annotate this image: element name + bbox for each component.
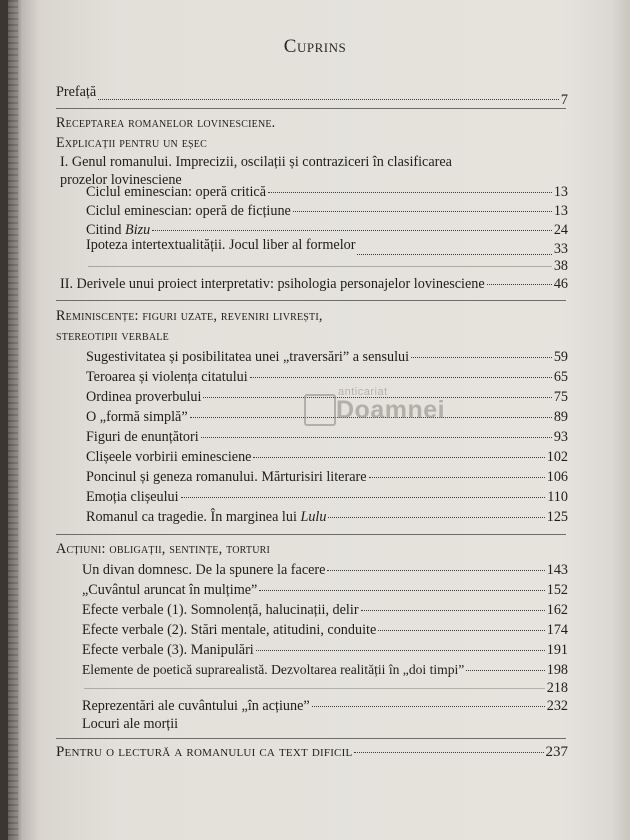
toc-label: Ipoteza intertextualității. Jocul liber al formelor [86, 237, 356, 253]
toc-entry [86, 258, 568, 278]
dot-leader [328, 517, 544, 518]
toc-entry [82, 698, 568, 718]
toc-page: 65 [553, 369, 568, 385]
dot-leader [201, 437, 552, 438]
dot-leader [354, 752, 543, 753]
dot-leader [98, 99, 559, 100]
dot-leader [268, 192, 552, 193]
dot-leader [466, 670, 544, 671]
toc-page: 59 [553, 349, 568, 365]
watermark [300, 384, 446, 434]
toc-label: Teroarea și violența citatului [86, 369, 248, 385]
toc-label: „Cuvântul aruncat în mulțime” [82, 582, 258, 598]
toc-label: Efecte verbale (2). Stări mentale, atitudini, conduite [82, 622, 377, 638]
dot-leader [411, 357, 552, 358]
toc-label: Ciclul eminescian: operă critică [86, 184, 267, 200]
toc-page: 152 [546, 582, 568, 598]
toc-page: 174 [546, 622, 568, 638]
toc-label: II. Derivele unui proiect interpretativ: psihologia personajelor lovinesciene [60, 276, 485, 292]
toc-page: 13 [553, 203, 568, 219]
toc-page: 7 [560, 92, 568, 108]
toc-entry [60, 276, 568, 296]
toc-subheading: I. Genul romanului. Imprecizii, oscilații și contraziceri în clasificarea [60, 154, 452, 170]
toc-label-text: Citind [86, 222, 126, 238]
dot-leader [259, 590, 544, 591]
divider [56, 738, 566, 739]
toc-entry [82, 602, 568, 622]
toc-entry [82, 642, 568, 662]
dot-leader [312, 706, 545, 707]
toc-page: 33 [553, 241, 568, 257]
toc-label: O „formă simplă” [86, 409, 188, 425]
toc-label: Elemente de poetică suprarealistă. Dezvoltarea realității în „doi timpi” [82, 662, 465, 677]
toc-entry [82, 582, 568, 602]
toc-entry-prefata [56, 84, 568, 108]
dot-leader [88, 266, 552, 267]
watermark-line1: anticariat [338, 386, 388, 398]
dot-leader [253, 457, 544, 458]
dot-leader [250, 377, 552, 378]
toc-page: 89 [553, 409, 568, 425]
toc-page: 198 [546, 662, 568, 678]
toc-label: Poncinul și geneza romanului. Mărturisiri literare [86, 469, 367, 485]
toc-entry [86, 349, 568, 369]
section-heading: Acțiuni: obligații, sentințe, torturi [56, 541, 271, 557]
toc-page: 46 [553, 276, 568, 292]
dot-leader [152, 230, 552, 231]
toc-page: 110 [547, 489, 568, 505]
toc-label-italic: Bizu [125, 222, 151, 238]
toc-page: 143 [546, 562, 568, 578]
toc-entry [82, 622, 568, 642]
toc-entry [86, 203, 568, 223]
toc-subheading: prozelor lovinesciene [60, 172, 182, 188]
section-heading: stereotipii verbale [56, 328, 169, 344]
dot-leader [256, 650, 545, 651]
dot-leader [487, 284, 552, 285]
toc-label: Clișeele vorbirii eminesciene [86, 449, 252, 465]
dot-leader [369, 477, 545, 478]
dot-leader [357, 254, 551, 255]
section-heading: Reminiscențe: figuri uzate, reveniri livrești, [56, 308, 323, 324]
toc-label-italic: Lulu [300, 509, 327, 525]
toc-entry [86, 509, 568, 529]
toc-label: Pentru o lectură a romanului ca text dificil [56, 744, 353, 760]
toc-label-text: Romanul ca tragedie. În marginea lui [86, 509, 301, 525]
toc-page: 38 [553, 258, 568, 274]
toc-page: 106 [546, 469, 568, 485]
toc-label: Ordinea proverbului [86, 389, 202, 405]
dot-leader [361, 610, 545, 611]
section-heading: Receptarea romanelor lovinesciene. [56, 115, 276, 131]
toc-label: Figuri de enunțători [86, 429, 199, 445]
toc-page: 237 [545, 744, 568, 760]
toc-page: 162 [546, 602, 568, 618]
toc-entry: Locuri ale morții [82, 716, 179, 732]
toc-label [86, 509, 326, 526]
divider [56, 534, 566, 535]
toc-label: Sugestivitatea și posibilitatea unei „traversări” a sensului [86, 349, 410, 365]
toc-entry [86, 469, 568, 489]
toc-label: Reprezentări ale cuvântului „în acțiune” [82, 698, 310, 714]
toc-page: 13 [553, 184, 568, 200]
section-heading: Explicații pentru un eșec [56, 135, 207, 151]
toc-entry [86, 184, 568, 204]
toc-label: Emoția clișeului [86, 489, 179, 505]
bookshop-logo-icon [304, 394, 336, 426]
toc-page: 75 [553, 389, 568, 405]
toc-page: 93 [553, 429, 568, 445]
toc-label: Prefață [56, 84, 97, 100]
toc-page: 24 [553, 222, 568, 238]
page-title: Cuprins [283, 36, 347, 57]
watermark-line2: Doamnei [336, 396, 446, 424]
divider [56, 108, 566, 109]
toc-entry [82, 680, 568, 700]
dot-leader [181, 497, 546, 498]
toc-label: Ciclul eminescian: operă de ficțiune [86, 203, 291, 219]
divider [56, 300, 566, 301]
toc-page: 218 [546, 680, 568, 696]
toc-label: Un divan domnesc. De la spunere la facere [82, 562, 326, 578]
toc-entry-final [56, 744, 568, 766]
toc-entry [82, 662, 568, 682]
toc-entry [86, 489, 568, 509]
toc-entry [82, 562, 568, 582]
toc-page: 102 [546, 449, 568, 465]
dot-leader [327, 570, 544, 571]
dot-leader [84, 688, 545, 689]
toc-entry [86, 449, 568, 469]
dot-leader [293, 211, 552, 212]
dot-leader [378, 630, 544, 631]
toc-page: 232 [546, 698, 568, 714]
toc-label: Efecte verbale (1). Somnolență, halucinații, delir [82, 602, 359, 618]
toc-page: 191 [546, 642, 568, 658]
toc-label: Efecte verbale (3). Manipulări [82, 642, 254, 658]
toc-page: 125 [546, 509, 568, 525]
